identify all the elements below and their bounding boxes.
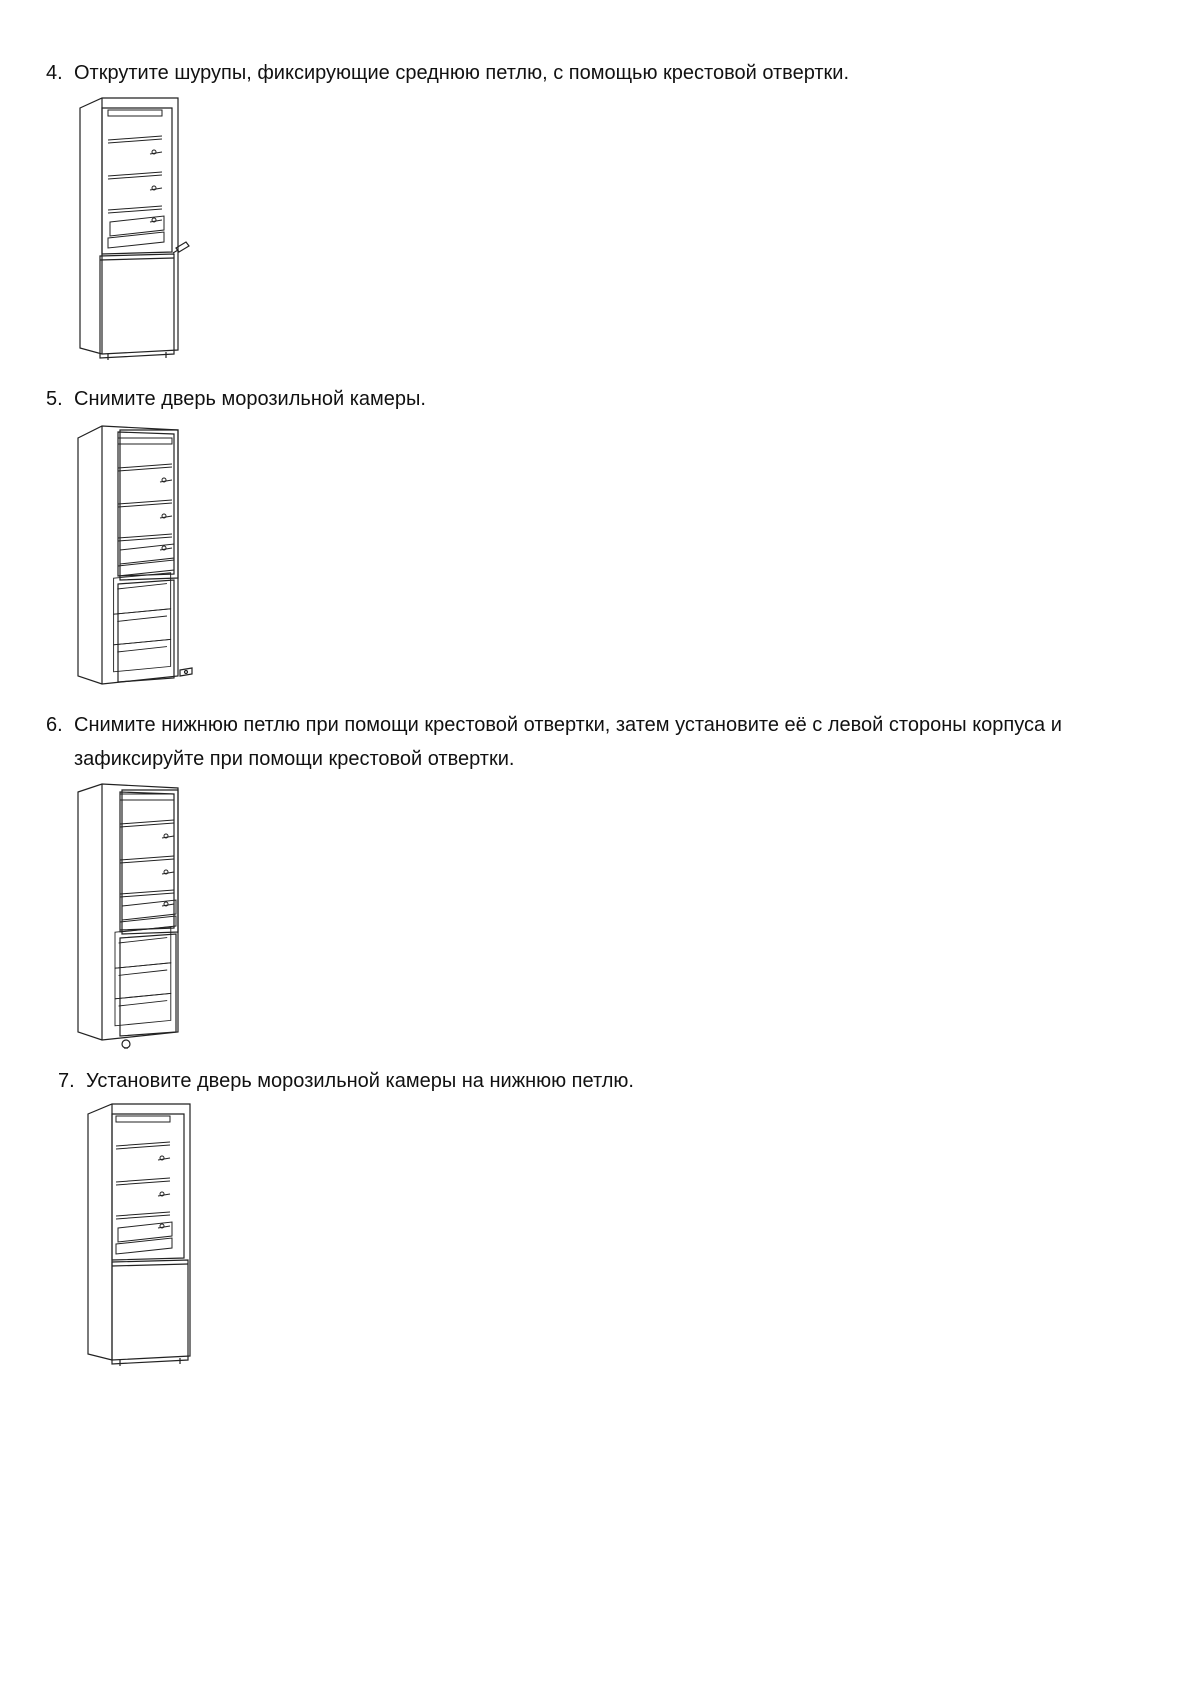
step-number: 6. <box>46 714 63 736</box>
fridge-illustration-step-7 <box>86 1102 194 1364</box>
step-instruction: Открутите шурупы, фиксирующие среднюю петлю, с помощью крестовой отвертки. <box>74 62 850 84</box>
step-instruction: Установите дверь морозильной камеры на нижнюю петлю. <box>86 1070 634 1092</box>
fridge-illustration-step-5 <box>76 424 194 686</box>
fridge-drawing <box>76 782 188 1056</box>
fridge-drawing <box>76 424 194 686</box>
step-number: 5. <box>46 388 63 410</box>
screw-icon <box>173 242 189 253</box>
step-number: 4. <box>46 62 63 84</box>
fridge-drawing <box>86 1102 194 1364</box>
fridge-illustration-step-4 <box>74 96 189 358</box>
step-number: 7. <box>58 1070 75 1092</box>
step-6-text <box>46 708 1062 776</box>
step-instruction: Снимите дверь морозильной камеры. <box>74 388 426 410</box>
step-4-text <box>46 56 849 90</box>
hinge-icon <box>180 668 192 676</box>
fridge-illustration-step-6 <box>76 782 188 1056</box>
step-instruction-continued: зафиксируйте при помощи крестовой отвертки. <box>74 748 515 770</box>
step-7-text <box>58 1064 634 1098</box>
step-5-text <box>46 382 426 416</box>
hinge-icon <box>122 1040 130 1048</box>
step-instruction: Снимите нижнюю петлю при помощи крестовой отвертки, затем установите её с левой стороны корпуса и <box>74 714 1062 736</box>
fridge-drawing <box>74 96 189 358</box>
